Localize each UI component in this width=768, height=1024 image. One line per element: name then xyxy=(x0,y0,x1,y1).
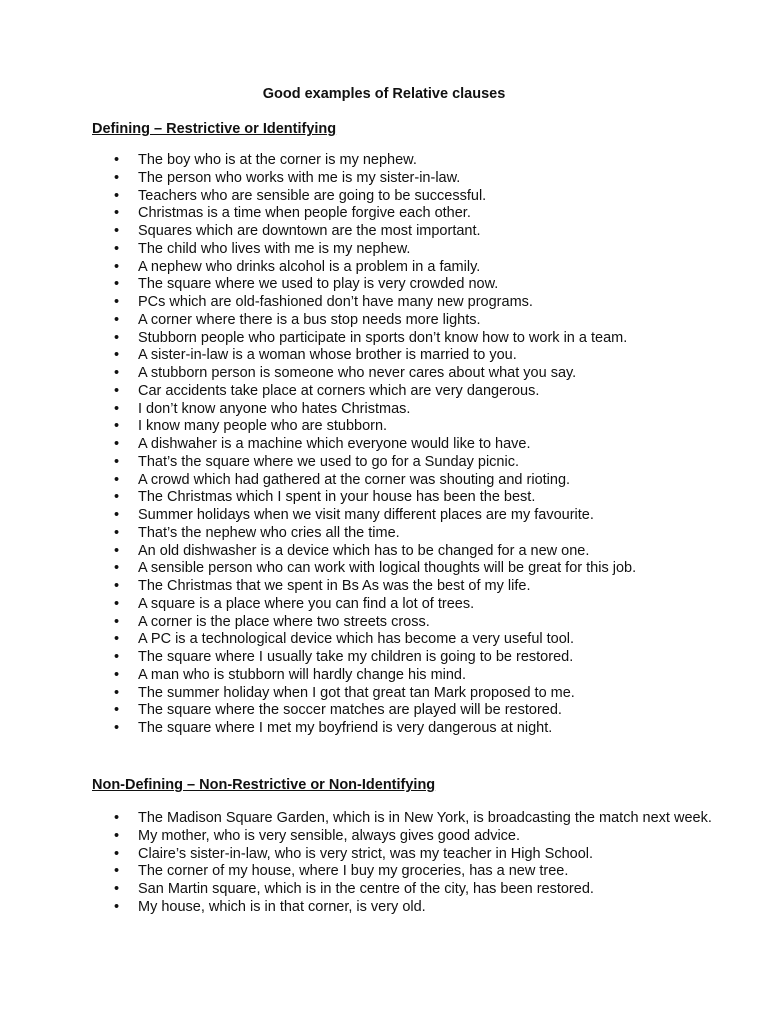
list-item: • The child who lives with me is my nephew. xyxy=(112,241,712,259)
list-item: • The square where I usually take my children is going to be restored. xyxy=(112,649,712,667)
list-item: • PCs which are old-fashioned don’t have many new programs. xyxy=(112,294,712,312)
section-heading-non-defining: Non-Defining – Non-Restrictive or Non-Identifying xyxy=(92,777,436,793)
list-item: • I don’t know anyone who hates Christmas. xyxy=(112,401,712,419)
non-defining-examples-list xyxy=(112,810,712,917)
list-item: • My house, which is in that corner, is very old. xyxy=(112,899,712,917)
list-item: • That’s the nephew who cries all the time. xyxy=(112,525,712,543)
list-item: • The person who works with me is my sister-in-law. xyxy=(112,170,712,188)
defining-examples-list xyxy=(112,152,712,738)
list-item: • The Christmas which I spent in your house has been the best. xyxy=(112,489,712,507)
list-item: • The corner of my house, where I buy my groceries, has a new tree. xyxy=(112,863,712,881)
list-item: • Christmas is a time when people forgive each other. xyxy=(112,205,712,223)
list-item: • A stubborn person is someone who never cares about what you say. xyxy=(112,365,712,383)
list-item: • The Madison Square Garden, which is in New York, is broadcasting the match next week. xyxy=(112,810,712,828)
list-item: • A square is a place where you can find a lot of trees. xyxy=(112,596,712,614)
list-item: • The square where we used to play is very crowded now. xyxy=(112,276,712,294)
list-item: • That’s the square where we used to go for a Sunday picnic. xyxy=(112,454,712,472)
list-item: • San Martin square, which is in the centre of the city, has been restored. xyxy=(112,881,712,899)
section-heading-defining: Defining – Restrictive or Identifying xyxy=(92,121,337,137)
list-item: • The Christmas that we spent in Bs As was the best of my life. xyxy=(112,578,712,596)
list-item: • A corner is the place where two streets cross. xyxy=(112,614,712,632)
list-item: • The square where I met my boyfriend is very dangerous at night. xyxy=(112,720,712,738)
list-item: • Squares which are downtown are the most important. xyxy=(112,223,712,241)
list-item: • A corner where there is a bus stop needs more lights. xyxy=(112,312,712,330)
list-item: • A crowd which had gathered at the corner was shouting and rioting. xyxy=(112,472,712,490)
list-item: • Summer holidays when we visit many different places are my favourite. xyxy=(112,507,712,525)
list-item: • Stubborn people who participate in sports don’t know how to work in a team. xyxy=(112,330,712,348)
list-item: • Car accidents take place at corners which are very dangerous. xyxy=(112,383,712,401)
list-item: • The square where the soccer matches are played will be restored. xyxy=(112,702,712,720)
page-title: Good examples of Relative clauses xyxy=(262,86,506,102)
list-item: • The boy who is at the corner is my nephew. xyxy=(112,152,712,170)
list-item: • I know many people who are stubborn. xyxy=(112,418,712,436)
list-item: • An old dishwasher is a device which has to be changed for a new one. xyxy=(112,543,712,561)
list-item: • My mother, who is very sensible, always gives good advice. xyxy=(112,828,712,846)
list-item: • A man who is stubborn will hardly change his mind. xyxy=(112,667,712,685)
list-item: • A sister-in-law is a woman whose brother is married to you. xyxy=(112,347,712,365)
list-item: • A nephew who drinks alcohol is a problem in a family. xyxy=(112,259,712,277)
list-item: • A sensible person who can work with logical thoughts will be great for this job. xyxy=(112,560,712,578)
list-item: • Teachers who are sensible are going to be successful. xyxy=(112,188,712,206)
list-item: • Claire’s sister-in-law, who is very strict, was my teacher in High School. xyxy=(112,846,712,864)
list-item: • A PC is a technological device which has become a very useful tool. xyxy=(112,631,712,649)
list-item: • A dishwaher is a machine which everyone would like to have. xyxy=(112,436,712,454)
list-item: • The summer holiday when I got that great tan Mark proposed to me. xyxy=(112,685,712,703)
